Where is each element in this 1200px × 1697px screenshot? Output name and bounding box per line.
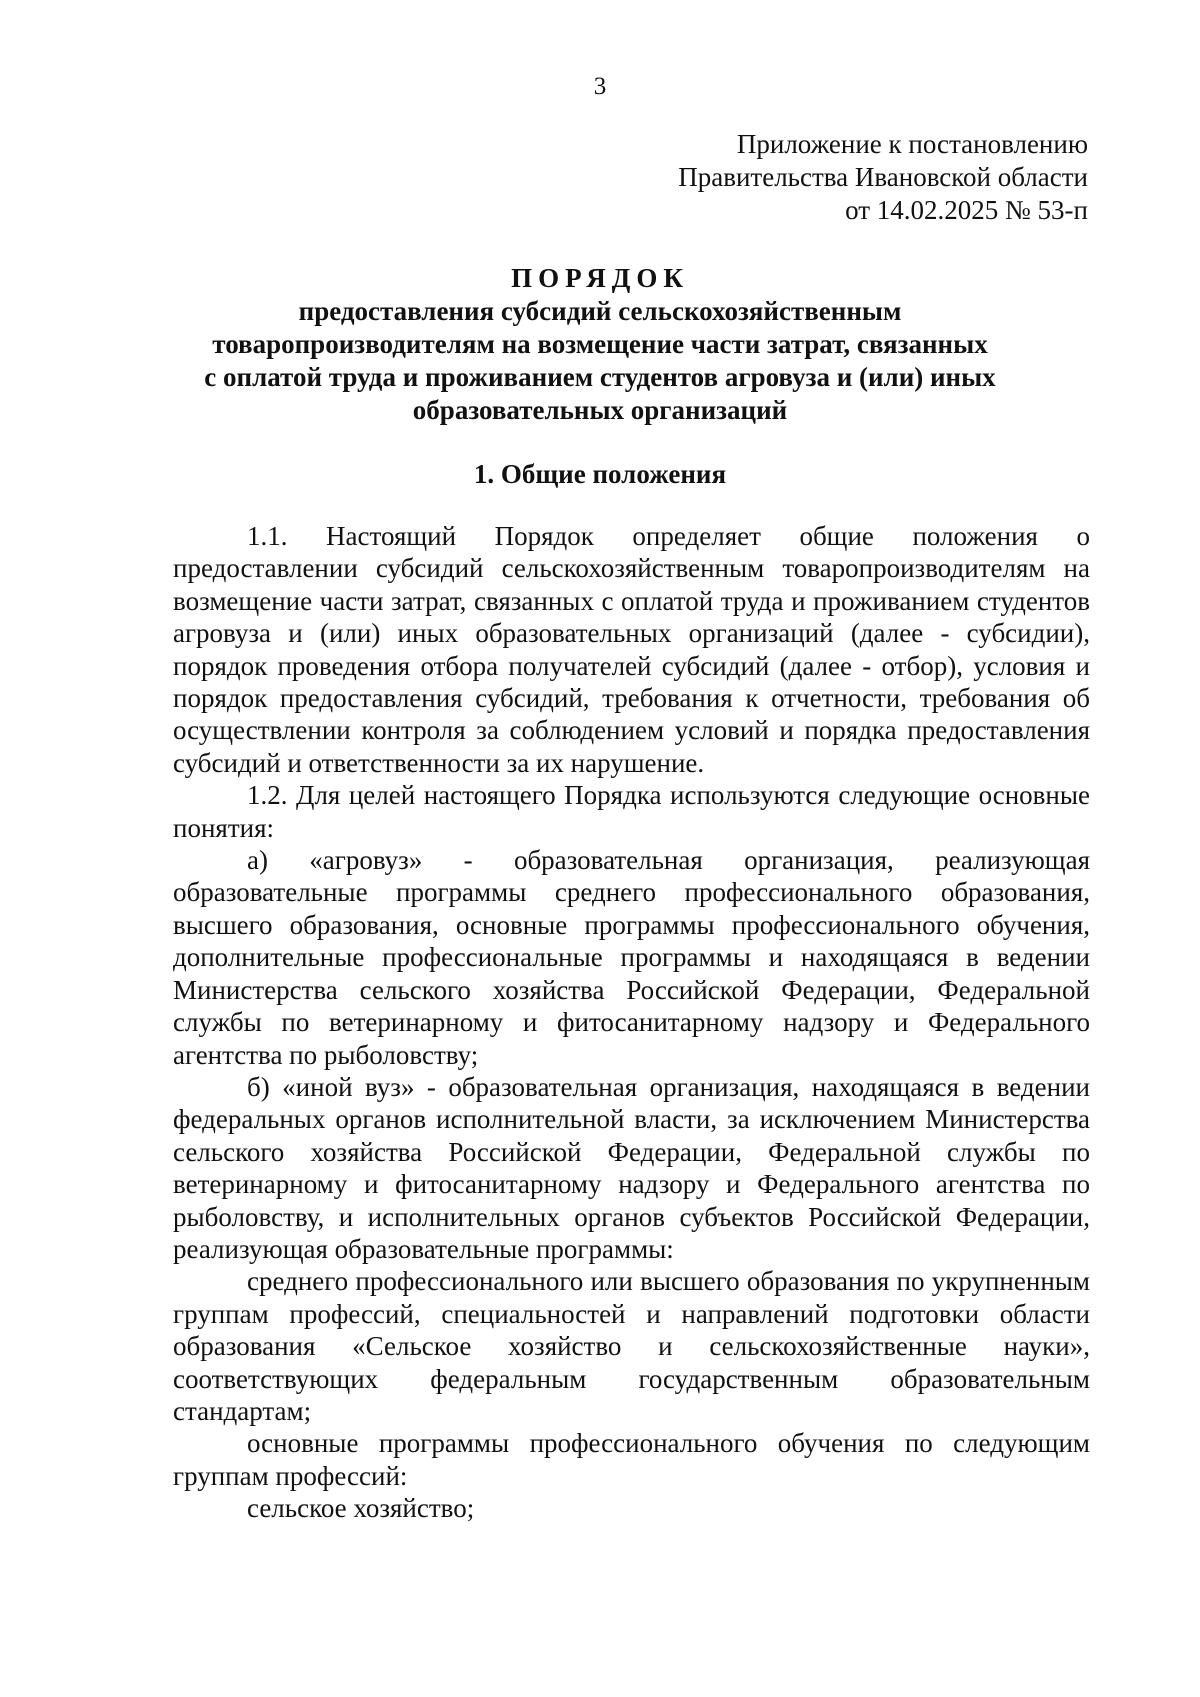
subtitle-line-1: предоставления субсидий сельскохозяйственным [298, 296, 902, 326]
appendix-line-1: Приложение к постановлению [736, 129, 1088, 159]
subtitle-line-4: образовательных организаций [412, 395, 788, 425]
paragraph-secondary-higher-education: среднего профессионального или высшего образования по укрупненным группам профессий, специальностей и направлений подготовки области образования «Сельское хозяйство и сельскохозяйственные науки», соответствующих федеральным государственным образовательным стандартам; [173, 1266, 1090, 1426]
page-number: 3 [593, 73, 607, 100]
document-title: ПОРЯДОК [511, 263, 689, 293]
paragraph-1-1: 1.1. Настоящий Порядок определяет общие положения о предоставлении субсидий сельскохозяйственным товаропроизводителям на возмещение части затрат, связанных с оплатой труда и проживанием студентов агровуза и (или) иных образовательных организаций (далее - субсидии), порядок проведения отбора получателей субсидий (далее - отбор), условия и порядок предоставления субсидий, требования к отчетности, требования об осуществлении контроля за соблюдением условий и порядка предоставления субсидий и ответственности за их нарушение. [173, 521, 1090, 778]
paragraph-agriculture: сельское хозяйство; [247, 1493, 475, 1524]
subtitle-line-2: товаропроизводителям на возмещение части затрат, связанных [212, 329, 988, 359]
appendix-header [568, 128, 1088, 227]
subtitle-line-3: с оплатой труда и проживанием студентов агровуза и (или) иных [204, 362, 996, 392]
paragraph-vocational-training: основные программы профессионального обучения по следующим группам профессий: [173, 1428, 1090, 1491]
document-body [173, 520, 1090, 1525]
section-heading: 1. Общие положения [473, 459, 727, 489]
paragraph-definition-b: б) «иной вуз» - образовательная организация, находящаяся в ведении федеральных органов исполнительной власти, за исключением Министерства сельского хозяйства Российской Федерации, Федеральной службы по ветеринарному и фитосанитарному надзору и Федерального агентства по рыболовству, и исполнительных органов субъектов Российской Федерации, реализующая образовательные программы: [173, 1071, 1090, 1264]
paragraph-1-2: 1.2. Для целей настоящего Порядка используются следующие основные понятия: [173, 780, 1090, 843]
document-subtitle [150, 295, 1050, 427]
paragraph-definition-a: а) «агровуз» - образовательная организация, реализующая образовательные программы среднего профессионального образования, высшего образования, основные программы профессионального обучения, дополнительные профессиональные программы и находящаяся в ведении Министерства сельского хозяйства Российской Федерации, Федеральной службы по ветеринарному и фитосанитарному надзору и Федерального агентства по рыболовству; [173, 845, 1090, 1070]
appendix-line-3: от 14.02.2025 № 53-п [845, 195, 1088, 225]
appendix-line-2: Правительства Ивановской области [678, 162, 1088, 192]
